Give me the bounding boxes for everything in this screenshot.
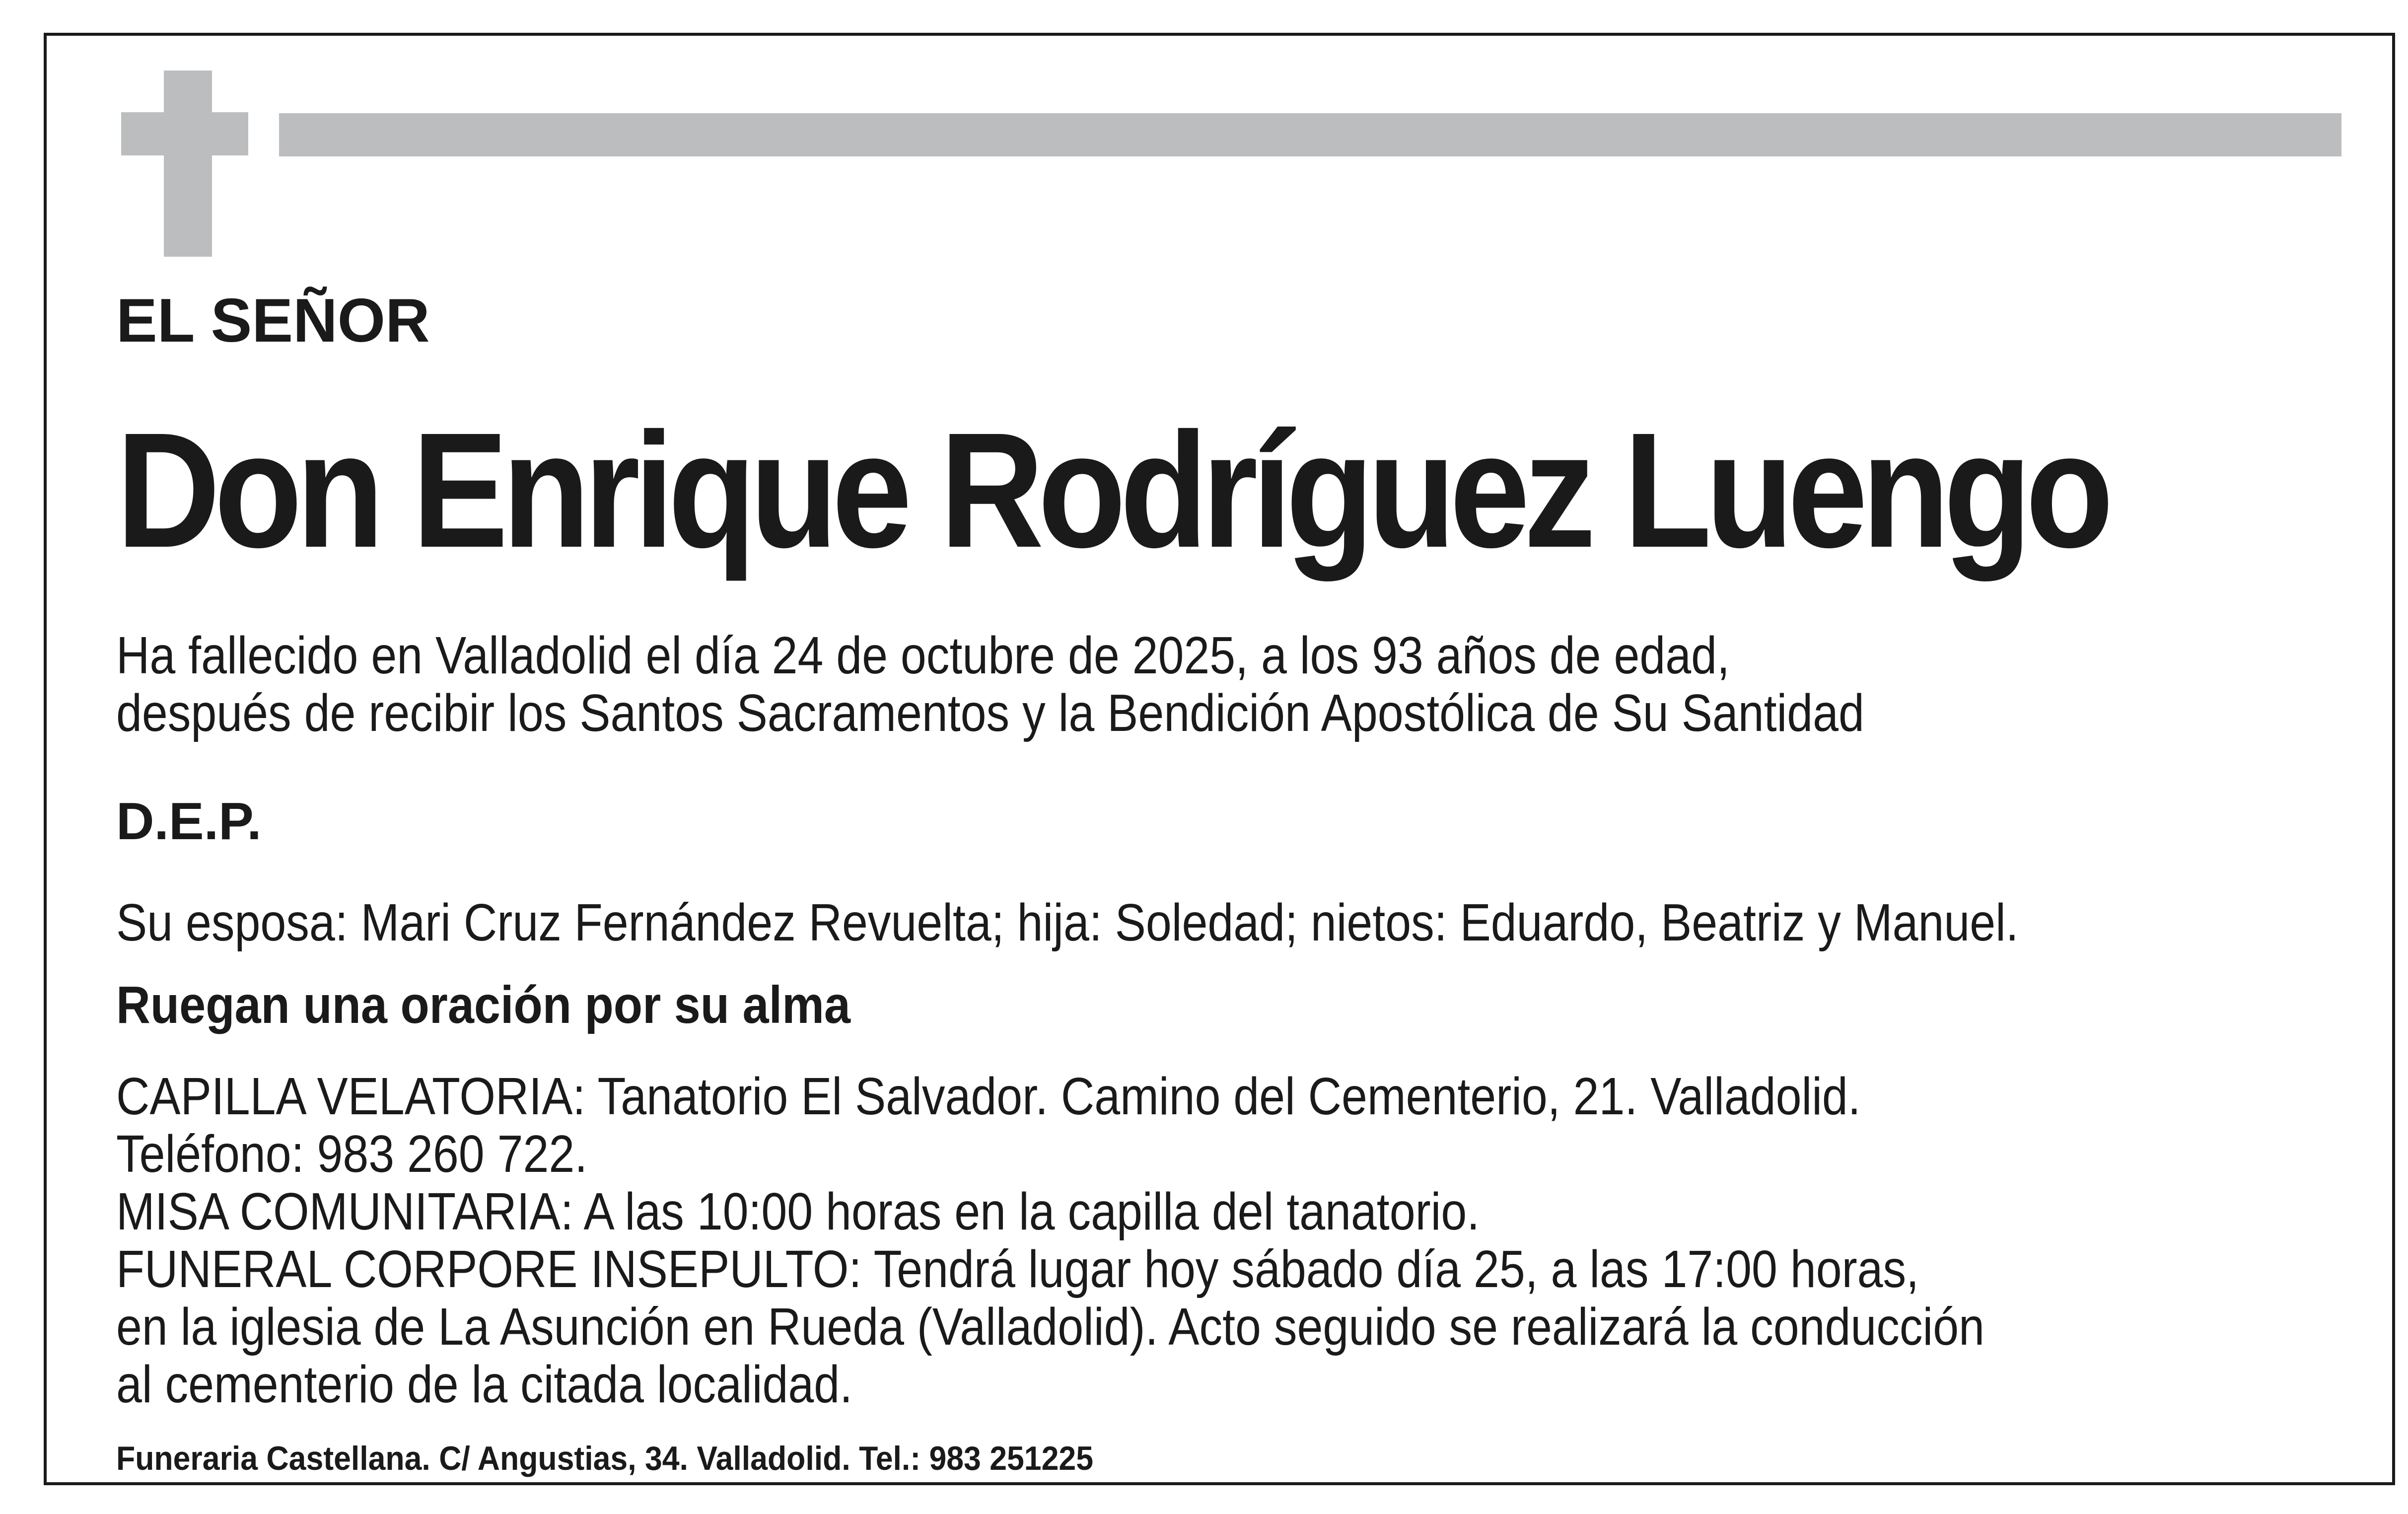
arrangement-line: en la iglesia de La Asunción en Rueda (Valladolid). Acto seguido se realizará la conducción (116, 1298, 1985, 1356)
death-announcement-line: Ha fallecido en Valladolid el día 24 de octubre de 2025, a los 93 años de edad, (116, 626, 1730, 685)
death-announcement-line: después de recibir los Santos Sacramentos y la Bendición Apostólica de Su Santidad (116, 684, 1864, 742)
cross-horizontal-bar (121, 112, 248, 155)
arrangement-line: FUNERAL CORPORE INSEPULTO: Tendrá lugar hoy sábado día 25, a las 17:00 horas, (116, 1240, 1919, 1298)
funeral-home-footer: Funeraria Castellana. C/ Angustias, 34. Valladolid. Tel.: 983 251225 (116, 1440, 1093, 1477)
cross-vertical-bar (164, 71, 212, 257)
deceased-name: Don Enrique Rodríguez Luengo (116, 398, 2108, 581)
arrangement-line: Teléfono: 983 260 722. (116, 1125, 588, 1183)
arrangement-line: al cementerio de la citada localidad. (116, 1355, 853, 1414)
header-rule (279, 113, 2341, 156)
rip-abbreviation: D.E.P. (116, 792, 262, 851)
prayer-request: Ruegan una oración por su alma (116, 976, 850, 1034)
arrangement-line: CAPILLA VELATORIA: Tanatorio El Salvador. Camino del Cementerio, 21. Valladolid. (116, 1067, 1861, 1126)
arrangement-line: MISA COMUNITARIA: A las 10:00 horas en la capilla del tanatorio. (116, 1182, 1480, 1241)
family-list: Su esposa: Mari Cruz Fernández Revuelta; hija: Soledad; nietos: Eduardo, Beatriz y Manuel. (116, 893, 2019, 952)
honorific: EL SEÑOR (116, 287, 430, 355)
